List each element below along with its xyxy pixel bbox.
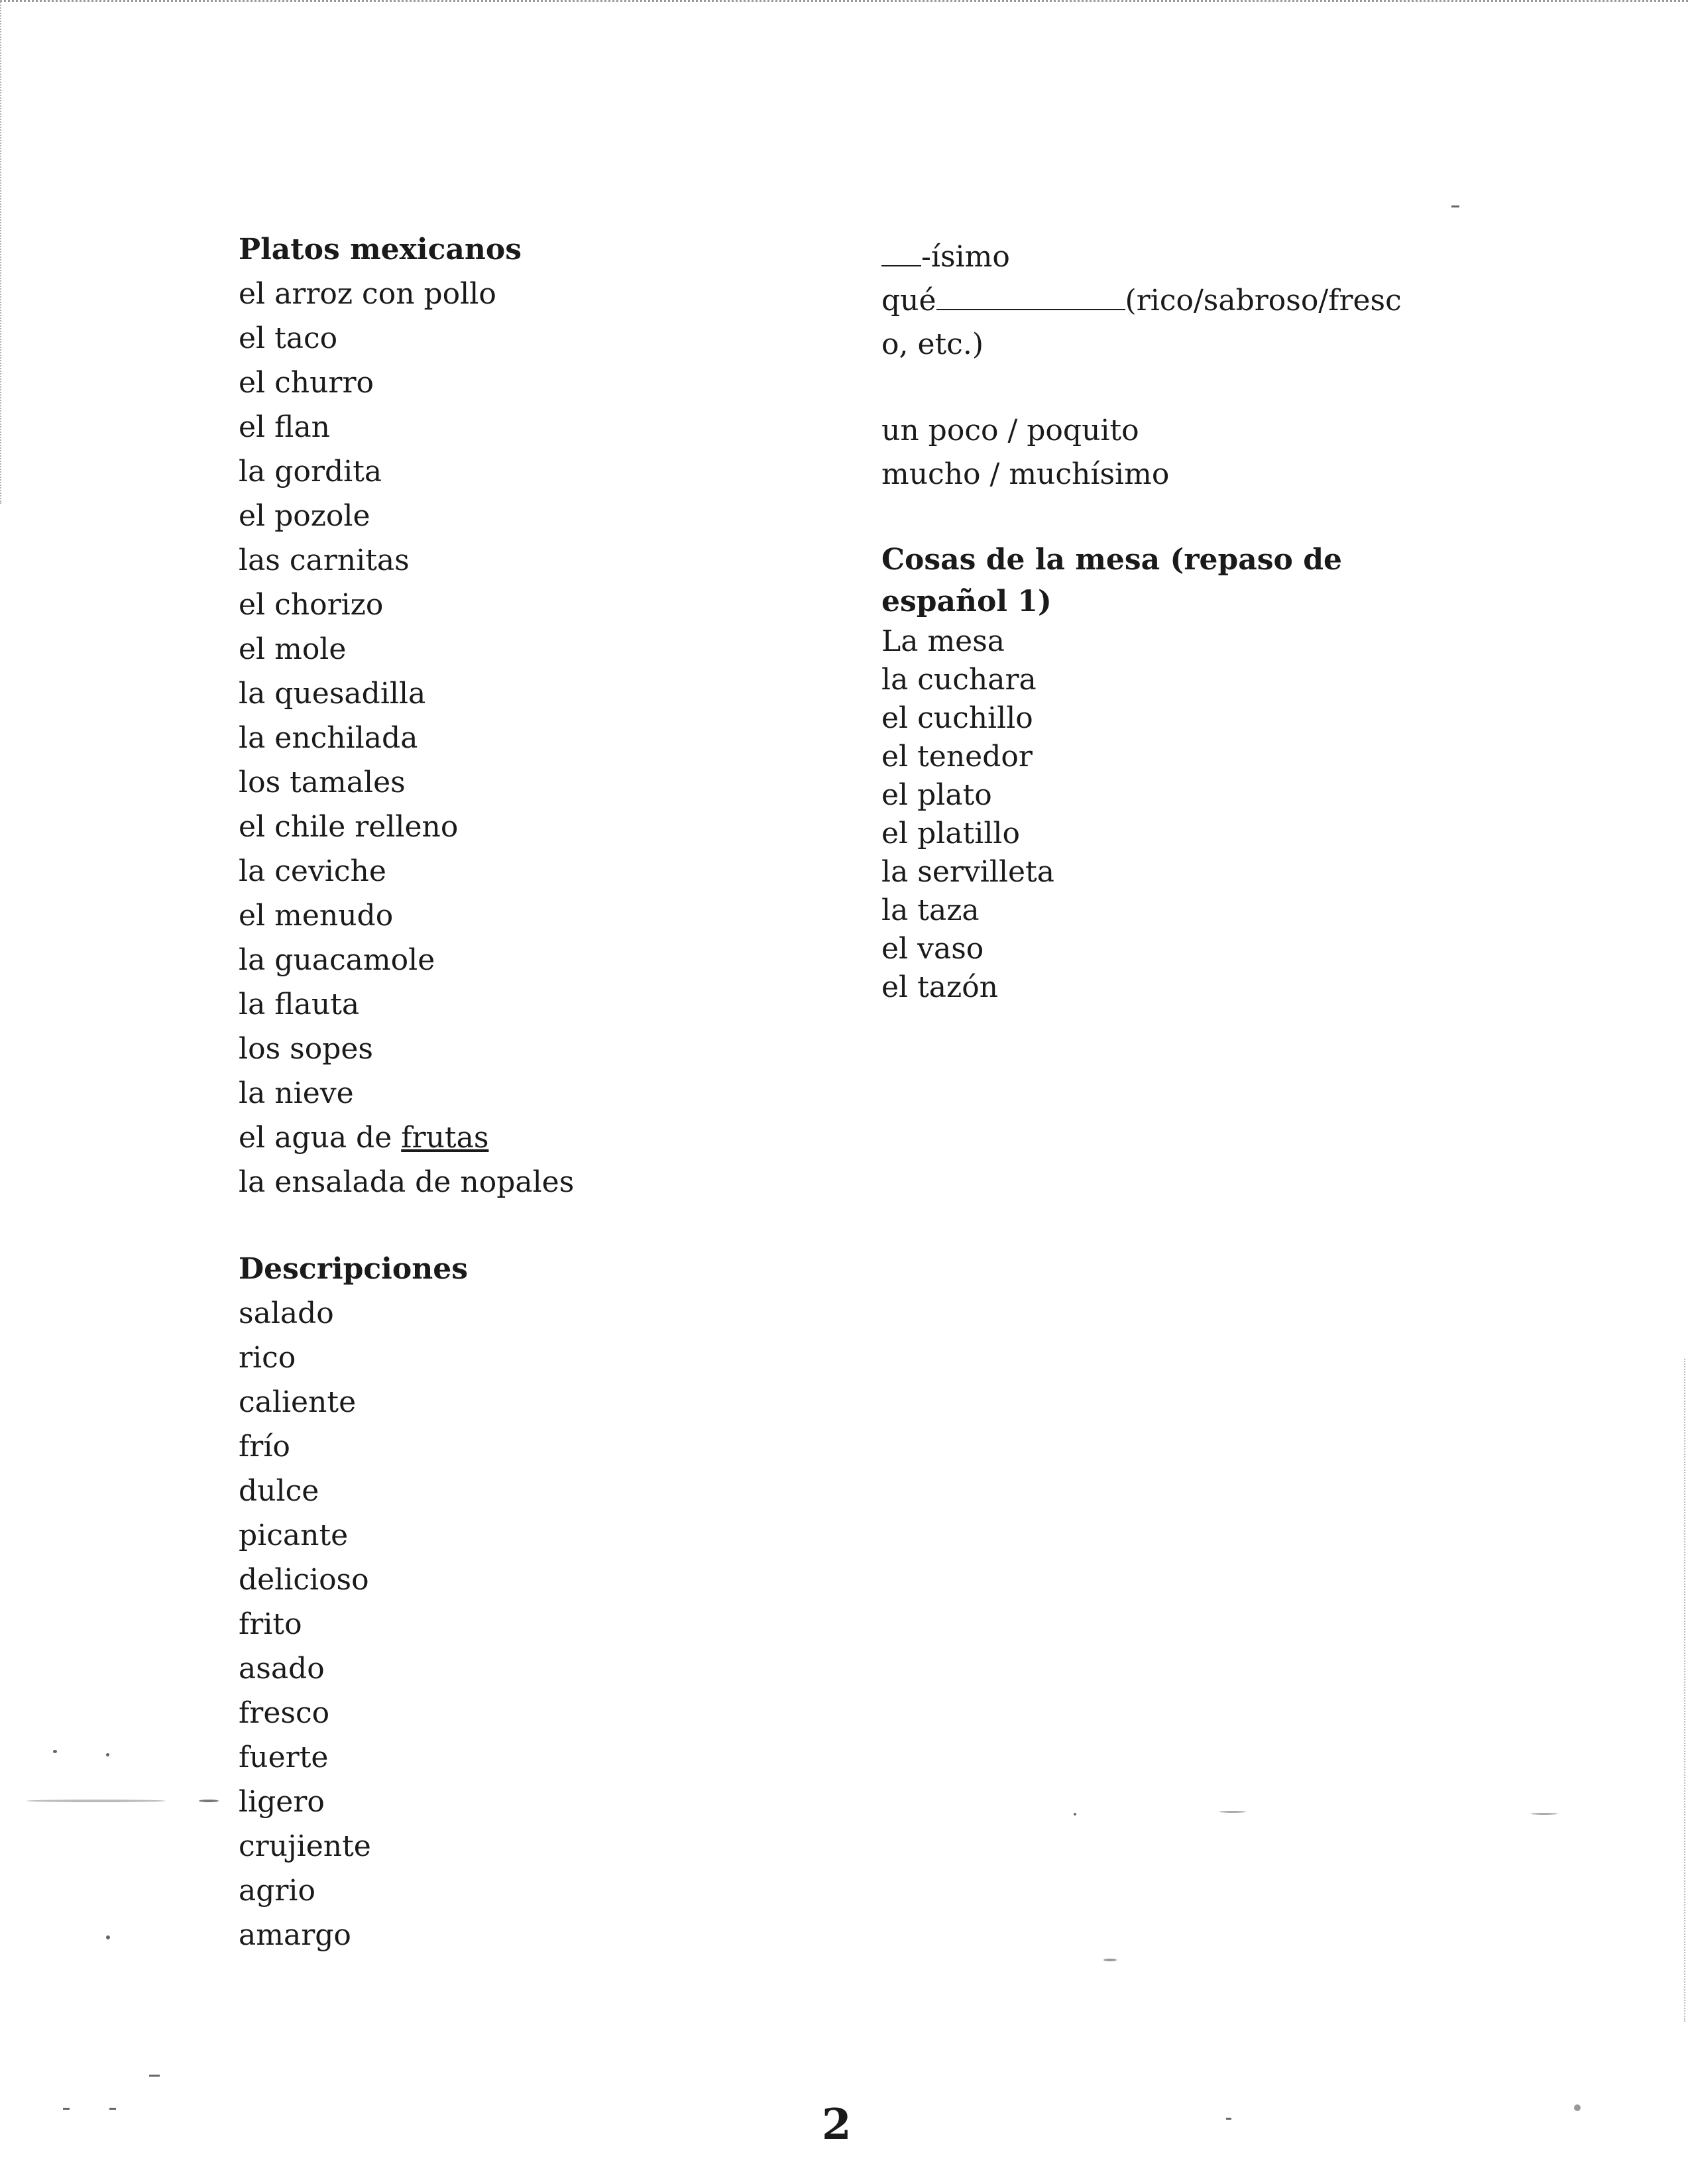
list-item: La mesa [881, 624, 1005, 658]
list-item: la taza [881, 893, 980, 927]
list-item: el tazón [881, 970, 999, 1004]
list-item: el chorizo [239, 588, 384, 622]
que-options-continued: o, etc.) [881, 327, 984, 361]
list-item: el chile relleno [239, 810, 459, 844]
list-item: el cuchillo [881, 701, 1033, 735]
list-item: la servilleta [881, 855, 1054, 889]
list-item: dulce [239, 1474, 319, 1508]
list-item: amargo [239, 1918, 351, 1952]
scan-speck [1074, 1813, 1076, 1815]
list-item: el menudo [239, 899, 394, 933]
mesa-heading-line: español 1) [881, 585, 1052, 618]
fill-in-blank [881, 239, 921, 266]
list-item: crujiente [239, 1829, 371, 1863]
list-item: el mole [239, 632, 347, 666]
list-item: el vaso [881, 932, 984, 966]
scan-speck [106, 1935, 110, 1939]
scan-speck [106, 1753, 109, 1756]
descripciones-list [239, 1291, 703, 1957]
list-item: el arroz con pollo [239, 277, 496, 311]
agua-prefix: el agua de [239, 1121, 402, 1155]
mesa-heading-line: Cosas de la mesa (repaso de [881, 543, 1342, 577]
list-item: la ceviche [239, 854, 386, 888]
list-item: la guacamole [239, 943, 435, 977]
list-item: las carnitas [239, 544, 410, 577]
list-item: salado [239, 1296, 334, 1330]
left-column [239, 227, 703, 1957]
scan-speck [1531, 1813, 1557, 1815]
list-item: el plato [881, 778, 992, 812]
scan-speck [1226, 2118, 1231, 2120]
list-item: la ensalada de nopales [239, 1165, 575, 1199]
isimo-line [881, 235, 1425, 279]
section-gap [881, 496, 1425, 539]
scan-speck [1451, 205, 1459, 207]
list-item: los tamales [239, 766, 406, 799]
scan-speck [149, 2075, 160, 2077]
platos-list [239, 272, 703, 1204]
list-item: la nieve [239, 1076, 354, 1110]
list-item-agua [239, 1116, 703, 1160]
poco-line: un poco / poquito [881, 414, 1139, 447]
scan-speck [1574, 2104, 1581, 2111]
list-item: agrio [239, 1874, 315, 1908]
que-options: (rico/sabroso/fresc [1125, 284, 1402, 317]
scan-speck [53, 1750, 57, 1753]
list-item: el pozole [239, 499, 370, 533]
scan-right-border [1684, 1359, 1685, 2022]
section-gap [881, 367, 1425, 409]
expresiones-block [881, 235, 1425, 496]
descripciones-heading: Descripciones [239, 1252, 468, 1286]
list-item: el churro [239, 366, 374, 400]
scan-top-border [0, 0, 1688, 2]
list-item: los sopes [239, 1032, 373, 1066]
agua-underlined-word: frutas [401, 1121, 489, 1155]
list-item: la flauta [239, 988, 360, 1021]
page-number: 2 [822, 2100, 852, 2150]
list-item: picante [239, 1519, 349, 1552]
list-item: delicioso [239, 1563, 369, 1597]
scan-speck [27, 1800, 166, 1802]
scan-speck [63, 2108, 70, 2110]
que-line [881, 279, 1425, 323]
que-prefix: qué [881, 284, 936, 317]
list-item: el flan [239, 410, 331, 444]
list-item: fuerte [239, 1741, 329, 1774]
list-item: el platillo [881, 817, 1020, 850]
scan-speck [109, 2108, 116, 2110]
list-item: el taco [239, 321, 338, 355]
list-item: fresco [239, 1696, 330, 1730]
list-item: la enchilada [239, 721, 418, 755]
list-item: frío [239, 1430, 290, 1464]
scan-left-border [0, 0, 1, 504]
isimo-suffix: -ísimo [921, 240, 1010, 274]
section-gap [239, 1204, 703, 1247]
scan-speck [1103, 1959, 1117, 1961]
scan-speck [1219, 1811, 1246, 1813]
fill-in-blank [936, 282, 1125, 310]
list-item: frito [239, 1607, 302, 1641]
mesa-list [881, 622, 1425, 1007]
list-item: la cuchara [881, 663, 1037, 697]
list-item: la quesadilla [239, 677, 426, 711]
list-item: caliente [239, 1385, 357, 1419]
platos-heading: Platos mexicanos [239, 233, 522, 266]
scan-speck [199, 1800, 219, 1802]
mesa-heading [881, 539, 1425, 622]
list-item: ligero [239, 1785, 325, 1819]
list-item: la gordita [239, 455, 382, 489]
right-column [881, 235, 1425, 1007]
mucho-line: mucho / muchísimo [881, 457, 1170, 491]
list-item: el tenedor [881, 740, 1033, 774]
list-item: asado [239, 1652, 325, 1686]
list-item: rico [239, 1341, 296, 1375]
